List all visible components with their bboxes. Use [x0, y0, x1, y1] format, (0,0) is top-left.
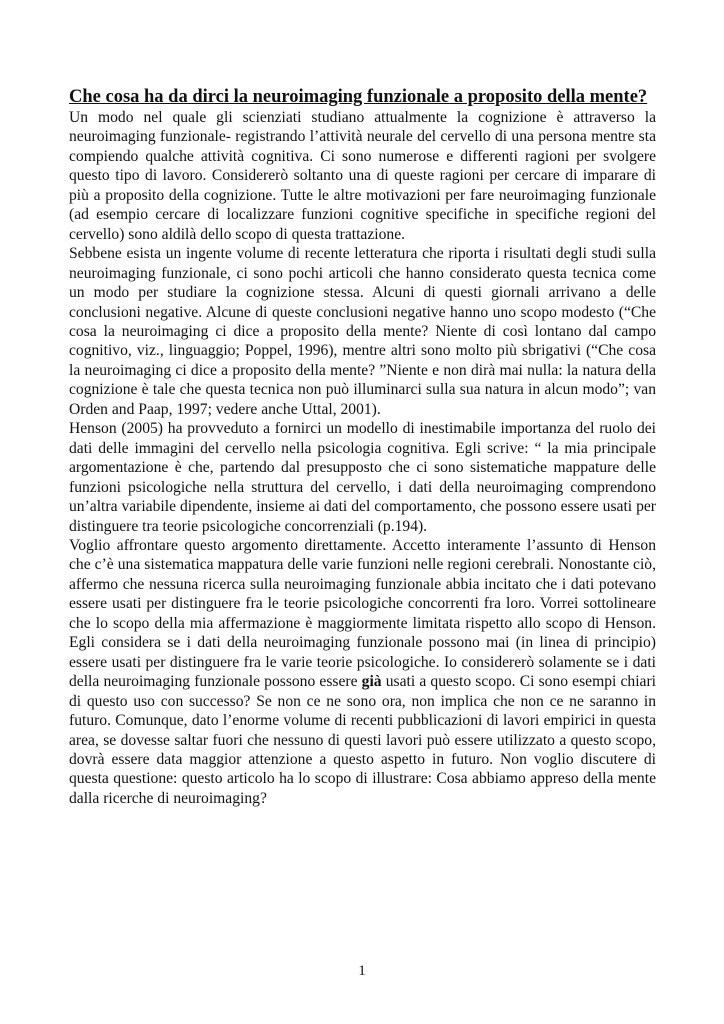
paragraph-3: Henson (2005) ha provveduto a fornirci un modello di inestimabile importanza del ruolo dei dati delle immagini del cervello nella psicologia cognitiva. Egli scrive: “ la mia principale argomentazione è che, partendo dal presupposto che ci sono sistematiche mappature delle funzioni psicologiche nella struttura del cervello, i dati della neuroimaging comprendono un’altra variabile dipendente, insieme ai dati del comportamento, che possono essere usati per distinguere tra teorie psicologiche concorrenziali (p.194).	[69, 420, 656, 535]
paragraph-2: Sebbene esista un ingente volume di recente letteratura che riporta i risultati degli studi sulla neuroimaging funzionale, ci sono pochi articoli che hanno considerato questa tecnica come un modo per studiare la cognizione stessa. Alcuni di questi giornali arrivano a delle conclusioni negative. Alcune di queste conclusioni negative hanno uno scopo modesto (“Che cosa la neuroimaging ci dice a proposito della mente? Niente di così lontano dal campo cognitivo, viz., linguaggio; Poppel, 1996), mentre altri sono molto più sbrigativi (“Che cosa la neuroimaging ci dice a proposito della mente? ”Niente e non dirà mai nulla: la natura della cognizione è tale che questa tecnica non può illuminarci sulla sua natura in alcun modo”; van Orden and Paap, 1997; vedere anche Uttal, 2001).	[69, 245, 656, 418]
document-title: Che cosa ha da dirci la neuroimaging funzionale a proposito della mente?	[69, 87, 648, 107]
document-body	[69, 86, 656, 808]
paragraph-4-text-after: usati a questo scopo. Ci sono esempi chiari di questo uso con successo? Se non ce ne sono ora, non implica che non ce ne saranno in futuro. Comunque, dato l’enorme volume di recenti pubblicazioni di lavori empirici in questa area, se dovesse saltar fuori che nessuno di questi lavori può essere utilizzato a questo scopo, dovrà essere data maggior attenzione a questo aspetto in futuro. Non voglio discutere di questa questione: questo articolo ha lo scopo di illustrare: Cosa abbiamo appreso della mente dalla ricerche di neuroimaging?	[69, 673, 656, 807]
paragraph-1: Un modo nel quale gli scienziati studiano attualmente la cognizione è attraverso la neuroimaging funzionale- registrando l’attività neurale del cervello di una persona mentre sta compiendo qualche attività cognitiva. Ci sono numerose e differenti ragioni per svolgere questo tipo di lavoro. Considererò soltanto una di queste ragioni per cercare di imparare di più a proposito della cognizione. Tutte le altre motivazioni per fare neuroimaging funzionale (ad esempio cercare di localizzare funzioni cognitive specifiche in specifiche regioni del cervello) sono aldilà dello scopo di questa trattazione.	[69, 109, 656, 243]
paragraph-4	[69, 536, 656, 808]
paragraph-4-text-before: Voglio affrontare questo argomento direttamente. Accetto interamente l’assunto di Henson che c’è una sistematica mappatura delle varie funzioni nelle regioni cerebrali. Nonostante ciò, affermo che nessuna ricerca sulla neuroimaging funzionale abbia incitato che i dati potevano essere usati per distinguere fra le teorie psicologiche concorrenti fra loro. Vorrei sottolineare che lo scopo della mia affermazione è maggiormente limitata rispetto allo scopo di Henson. Egli considera se i dati della neuroimaging funzionale possono mai (in linea di principio) essere usati per distinguere fra le varie teorie psicologiche. Io considererò solamente se i dati della neuroimaging funzionale possono essere	[69, 536, 656, 691]
paragraph-4-bold-word: già	[361, 673, 382, 691]
page-number: 1	[358, 963, 366, 979]
